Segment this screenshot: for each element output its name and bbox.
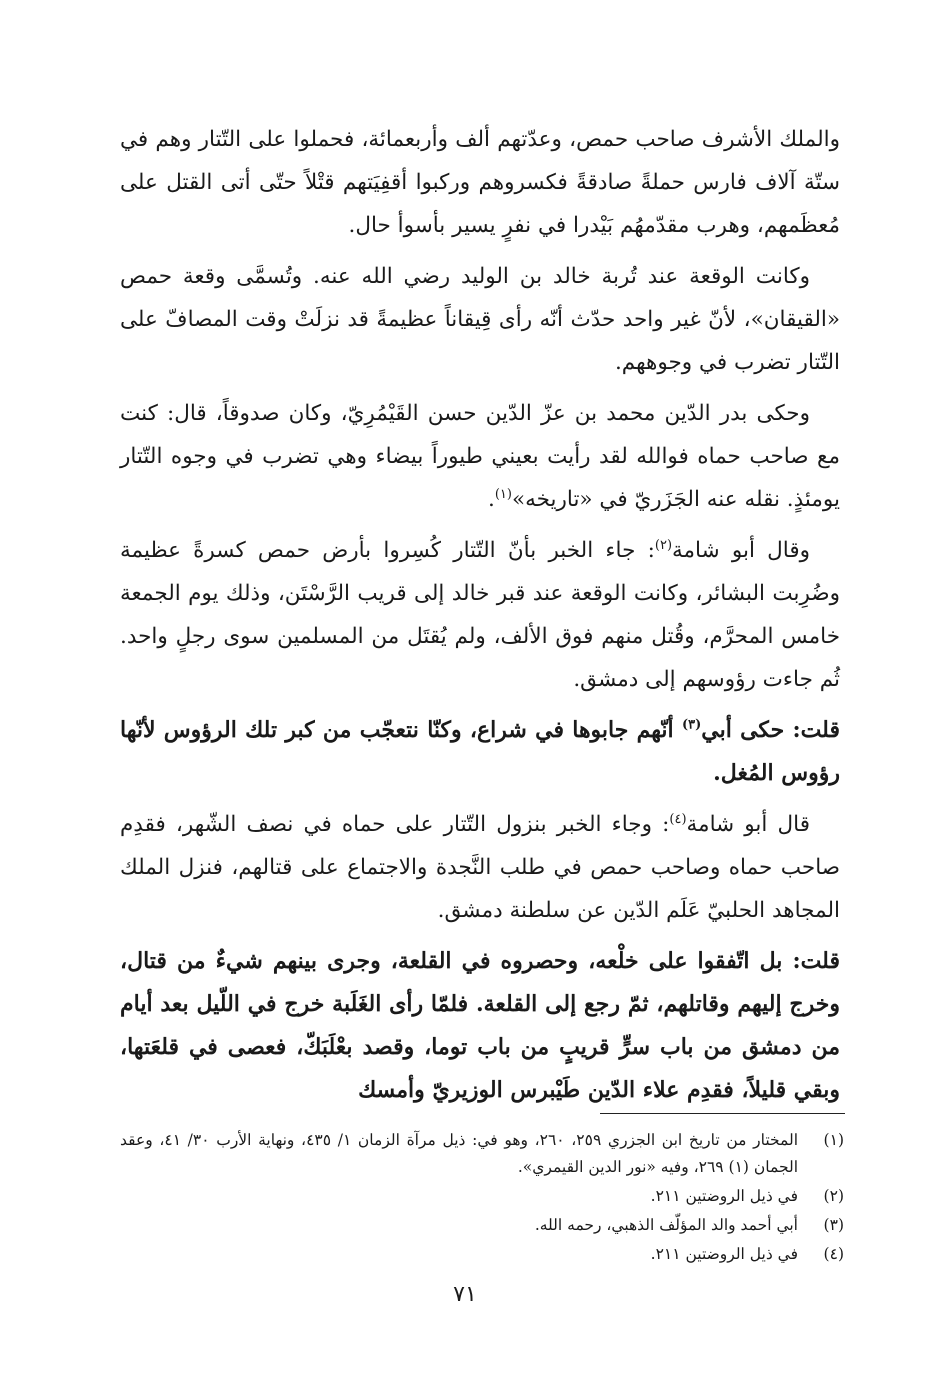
footnote-number: (٤) <box>823 1245 844 1263</box>
paragraph-text: والملك الأشرف صاحب حمص، وعدّتهم ألف وأربعمائة، فحملوا على التّتار وهم في ستّة آلاف فارس حملةً صادقةً فكسروهم وركبوا أقفِيَتهم قتْلاً حتّى أتى القتل على مُعظَمهم، وهرب مقدّمهُم بَيْدرا في نفرٍ يسير بأسوأ حال. <box>120 127 840 238</box>
paragraph-2 <box>120 255 840 384</box>
paragraph-text-after: : وجاء الخبر بنزول التّتار على حماه في نصف الشّهر، فقدِم صاحب حماه وصاحب حمص في طلب النَّجدة والاجتماع على قتالهم، فنزل الملك المجاهد الحلبيّ عَلَم الدّين عن سلطنة دمشق. <box>120 812 840 923</box>
paragraph-text-after: أنّهم جابوها في شراع، وكنّا نتعجّب من كبر تلك الرؤوس لأنّها رؤوس المُغل. <box>120 717 840 786</box>
footnote-text: في ذيل الروضتين ٢١١. <box>650 1187 798 1205</box>
paragraph-4 <box>120 529 840 701</box>
paragraph-text: وحكى بدر الدّين محمد بن عزّ الدّين حسن القَيْمُرِيّ، وكان صدوقاً، قال: كنت مع صاحب حماه فوالله لقد رأيت بعيني طيوراً بيضاء وهي تضرب في وجوه التّتار يومئذٍ. نقله عنه الجَزَريّ في «تاريخه» <box>120 401 840 512</box>
footnote-text: في ذيل الروضتين ٢١١. <box>650 1245 798 1263</box>
paragraph-text: وقال أبو شامة <box>672 538 810 563</box>
footnote-4 <box>120 1241 844 1268</box>
paragraph-text-after: : جاء الخبر بأنّ التّتار كُسِروا بأرض حمص كسرةً عظيمة وضُرِبت البشائر، وكانت الوقعة عند قبر خالد إلى قريب الرَّسْتَن، وذلك يوم الجمعة خامس المحرَّم، وقُتل منهم فوق الألف، ولم يُقتَل من المسلمين سوى رجلٍ واحد. ثُم جاءت رؤوسهم إلى دمشق. <box>120 538 840 692</box>
footnote-number: (٢) <box>823 1187 844 1205</box>
paragraph-text: قلت: حكى أبي <box>701 717 840 743</box>
paragraph-7 <box>120 940 840 1112</box>
footnote-text: المختار من تاريخ ابن الجزري ٢٥٩، ٢٦٠، وهو في: ذيل مرآة الزمان ١/ ٤٣٥، ونهاية الأرب ٣٠/ ٤١، وعقد الجمان (١) ٢٦٩، وفيه «نور الدين القيمري». <box>120 1131 798 1176</box>
paragraph-text: وكانت الوقعة عند تُربة خالد بن الوليد رضي الله عنه. وتُسمَّى وقعة حمص «القيقان»، لأنّ غير واحد حدّث أنّه رأى قِيقاناً عظيمةً قد نزلَتْ وقت المصافّ على التّتار تضرب في وجوههم. <box>120 264 840 375</box>
paragraph-6 <box>120 803 840 932</box>
footnote-number: (٣) <box>823 1216 844 1234</box>
paragraph-text: قلت: بل اتّفقوا على خلْعه، وحصروه في القلعة، وجرى بينهم شيءٌ من قتال، وخرج إليهم وقاتلهم، ثمّ رجع إلى القلعة. فلمّا رأى الغَلَبة خرج في اللّيل بعد أيام من دمشق من باب سرٍّ قريبٍ من باب توما، وقصد بعْلَبَكّ، فعصى في قلعَتها، وبقي قليلاً، فقدِم علاء الدّين طَيْبرس الوزيريّ وأمسك <box>120 948 840 1103</box>
footnote-ref: (١) <box>494 486 512 502</box>
footnote-ref: (٢) <box>654 537 673 553</box>
footnote-3 <box>120 1212 844 1239</box>
main-text <box>120 118 840 1118</box>
footnote-ref: (٣) <box>681 717 702 733</box>
footnotes <box>120 1127 844 1270</box>
paragraph-1 <box>120 118 840 247</box>
paragraph-3 <box>120 392 840 521</box>
paragraph-text: قال أبو شامة <box>686 812 810 837</box>
footnote-text: أبي أحمد والد المؤلّف الذهبي، رحمه الله. <box>534 1216 798 1234</box>
footnote-number: (١) <box>823 1131 844 1149</box>
page-number: ٧١ <box>453 1282 477 1307</box>
footnote-2 <box>120 1183 844 1210</box>
footnote-1 <box>120 1127 844 1181</box>
paragraph-text-after: . <box>487 487 495 512</box>
footnote-separator <box>600 1113 845 1114</box>
paragraph-5 <box>120 709 840 795</box>
footnote-ref: (٤) <box>669 811 687 827</box>
